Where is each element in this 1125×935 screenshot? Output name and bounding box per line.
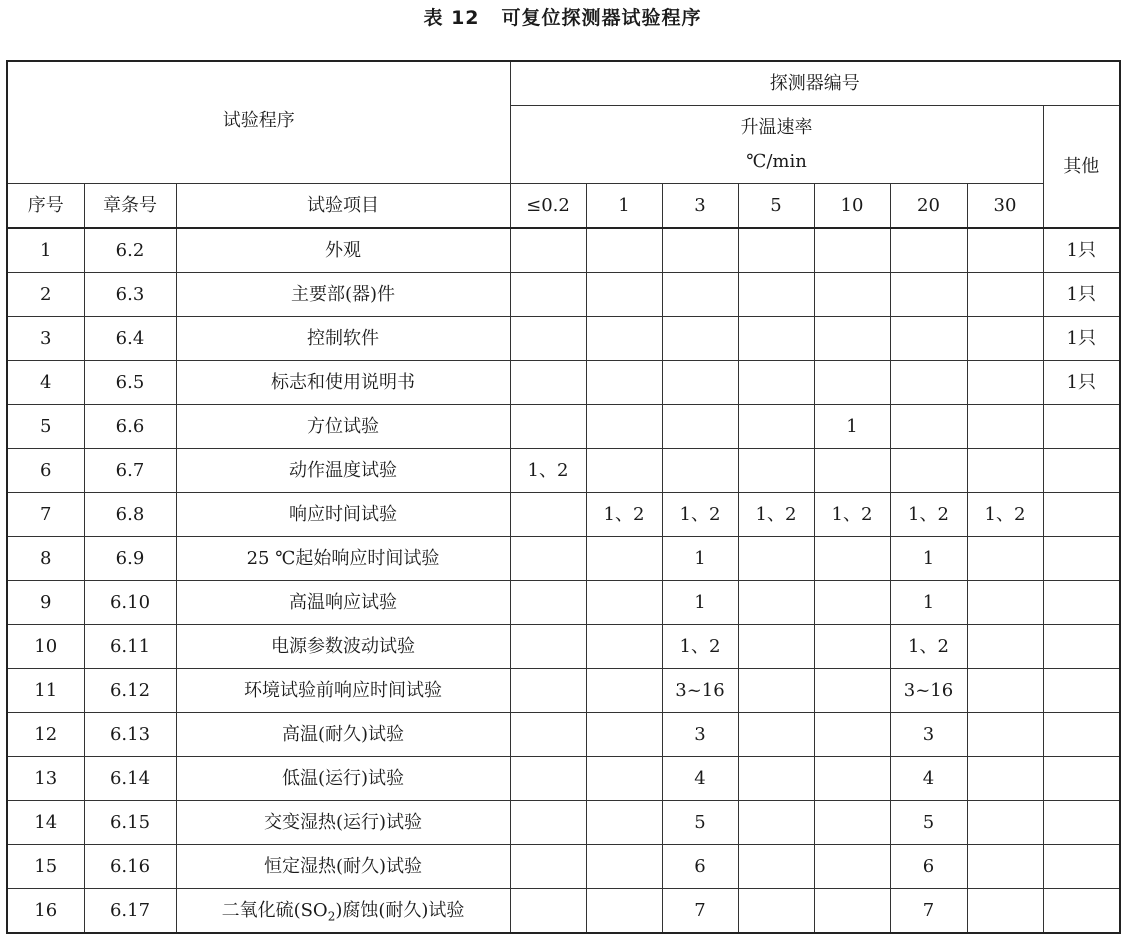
cell-clause: 6.14 [84,757,176,801]
cell-rate-0.2 [510,361,586,405]
cell-rate-0.2 [510,581,586,625]
cell-rate-5 [738,537,814,581]
cell-rate-1 [586,581,662,625]
cell-rate-30 [967,757,1043,801]
test-procedure-table [6,60,1121,934]
cell-item: 主要部(器)件 [176,273,510,317]
cell-rate-20: 1、2 [890,493,967,537]
cell-rate-5 [738,317,814,361]
cell-seq: 11 [7,669,84,713]
cell-seq: 9 [7,581,84,625]
cell-rate-3 [662,273,738,317]
table-row [7,801,1120,845]
header-rate-0.2: ≤0.2 [510,184,586,229]
cell-rate-20: 3~16 [890,669,967,713]
header-rate-20: 20 [890,184,967,229]
cell-rate-30 [967,228,1043,273]
cell-rate-0.2 [510,713,586,757]
cell-rate-5 [738,581,814,625]
item-text-pre: 二氧化硫(SO [221,899,328,921]
header-rate-10: 10 [814,184,890,229]
header-row-1 [7,61,1120,106]
header-clause: 章条号 [84,184,176,229]
cell-rate-1 [586,361,662,405]
table-row [7,273,1120,317]
cell-other [1043,449,1120,493]
cell-clause: 6.13 [84,713,176,757]
cell-other [1043,757,1120,801]
cell-rate-10 [814,625,890,669]
cell-rate-3: 3 [662,713,738,757]
cell-rate-1 [586,537,662,581]
cell-rate-0.2 [510,273,586,317]
cell-item: 低温(运行)试验 [176,757,510,801]
cell-other [1043,713,1120,757]
header-rate-3: 3 [662,184,738,229]
cell-item: 动作温度试验 [176,449,510,493]
cell-seq: 8 [7,537,84,581]
cell-rate-30 [967,405,1043,449]
cell-rate-5 [738,405,814,449]
cell-rate-5 [738,757,814,801]
cell-seq: 2 [7,273,84,317]
cell-rate-5 [738,845,814,889]
cell-other [1043,625,1120,669]
cell-item: 环境试验前响应时间试验 [176,669,510,713]
cell-rate-10: 1 [814,405,890,449]
cell-rate-10 [814,801,890,845]
cell-rate-1 [586,625,662,669]
cell-rate-0.2 [510,317,586,361]
cell-rate-1 [586,757,662,801]
cell-rate-5 [738,228,814,273]
cell-rate-10 [814,361,890,405]
cell-rate-10 [814,581,890,625]
item-subscript: 2 [327,909,336,924]
cell-rate-0.2 [510,889,586,934]
table-row [7,757,1120,801]
cell-other [1043,845,1120,889]
table-title [0,6,1125,30]
cell-seq: 14 [7,801,84,845]
cell-item: 标志和使用说明书 [176,361,510,405]
cell-item: 高温响应试验 [176,581,510,625]
cell-rate-5 [738,361,814,405]
cell-rate-0.2 [510,757,586,801]
cell-rate-10 [814,845,890,889]
cell-item: 电源参数波动试验 [176,625,510,669]
cell-rate-20 [890,317,967,361]
cell-clause: 6.4 [84,317,176,361]
cell-rate-30 [967,625,1043,669]
cell-item: 交变湿热(运行)试验 [176,801,510,845]
cell-rate-20: 7 [890,889,967,934]
table-row [7,625,1120,669]
cell-item: 外观 [176,228,510,273]
cell-other [1043,405,1120,449]
cell-seq: 16 [7,889,84,934]
cell-rate-1 [586,449,662,493]
cell-rate-30: 1、2 [967,493,1043,537]
cell-rate-30 [967,273,1043,317]
cell-item: 25 ℃起始响应时间试验 [176,537,510,581]
cell-clause: 6.3 [84,273,176,317]
cell-other [1043,581,1120,625]
cell-rate-5 [738,449,814,493]
cell-rate-3: 5 [662,801,738,845]
cell-rate-5 [738,625,814,669]
table-row [7,581,1120,625]
cell-clause: 6.12 [84,669,176,713]
cell-rate-10 [814,228,890,273]
cell-rate-0.2 [510,405,586,449]
cell-other: 1只 [1043,317,1120,361]
cell-rate-1 [586,228,662,273]
cell-rate-3 [662,361,738,405]
cell-clause: 6.10 [84,581,176,625]
cell-rate-20 [890,361,967,405]
cell-other: 1只 [1043,361,1120,405]
cell-rate-0.2 [510,625,586,669]
heating-rate-unit: ℃/min [746,150,807,172]
table-row [7,449,1120,493]
header-detector-number: 探测器编号 [510,61,1120,106]
table-row [7,361,1120,405]
header-rate-5: 5 [738,184,814,229]
cell-rate-30 [967,317,1043,361]
table-row [7,669,1120,713]
header-item: 试验项目 [176,184,510,229]
cell-item: 恒定湿热(耐久)试验 [176,845,510,889]
cell-seq: 10 [7,625,84,669]
cell-rate-3: 1、2 [662,625,738,669]
cell-rate-5 [738,889,814,934]
table-caption: 可复位探测器试验程序 [501,7,702,29]
cell-rate-30 [967,361,1043,405]
cell-rate-30 [967,845,1043,889]
cell-other: 1只 [1043,273,1120,317]
cell-rate-0.2 [510,228,586,273]
item-text-post: )腐蚀(耐久)试验 [335,899,465,921]
cell-seq: 7 [7,493,84,537]
cell-rate-30 [967,669,1043,713]
cell-rate-1 [586,273,662,317]
cell-rate-3: 1 [662,537,738,581]
cell-rate-3 [662,405,738,449]
cell-other [1043,537,1120,581]
cell-clause: 6.2 [84,228,176,273]
table-row [7,493,1120,537]
cell-seq: 3 [7,317,84,361]
cell-seq: 12 [7,713,84,757]
cell-rate-30 [967,537,1043,581]
cell-rate-0.2 [510,537,586,581]
cell-rate-30 [967,713,1043,757]
cell-seq: 5 [7,405,84,449]
cell-rate-1 [586,669,662,713]
cell-rate-1: 1、2 [586,493,662,537]
cell-seq: 6 [7,449,84,493]
cell-other [1043,493,1120,537]
cell-rate-0.2 [510,801,586,845]
cell-rate-3: 1、2 [662,493,738,537]
header-rate-30: 30 [967,184,1043,229]
cell-clause: 6.15 [84,801,176,845]
cell-seq: 15 [7,845,84,889]
cell-rate-3 [662,449,738,493]
cell-rate-30 [967,581,1043,625]
cell-clause: 6.6 [84,405,176,449]
cell-other [1043,889,1120,934]
cell-rate-3: 1 [662,581,738,625]
cell-rate-20 [890,273,967,317]
cell-rate-5 [738,801,814,845]
cell-rate-20 [890,449,967,493]
cell-rate-10 [814,669,890,713]
cell-rate-3: 3~16 [662,669,738,713]
cell-rate-20: 6 [890,845,967,889]
cell-rate-0.2 [510,493,586,537]
cell-rate-0.2: 1、2 [510,449,586,493]
cell-rate-20: 1 [890,581,967,625]
cell-item: 响应时间试验 [176,493,510,537]
cell-item: 高温(耐久)试验 [176,713,510,757]
cell-rate-1 [586,713,662,757]
header-row-3 [7,184,1120,229]
cell-rate-10 [814,537,890,581]
cell-rate-20: 1 [890,537,967,581]
table-number: 表 12 [423,7,480,29]
cell-rate-1 [586,889,662,934]
cell-clause: 6.7 [84,449,176,493]
cell-rate-0.2 [510,845,586,889]
cell-rate-3 [662,317,738,361]
cell-item: 控制软件 [176,317,510,361]
cell-rate-1 [586,405,662,449]
cell-rate-3: 6 [662,845,738,889]
cell-other [1043,669,1120,713]
cell-rate-5 [738,273,814,317]
heating-rate-label: 升温速率 [740,116,813,138]
cell-rate-20 [890,228,967,273]
cell-rate-5: 1、2 [738,493,814,537]
cell-clause: 6.8 [84,493,176,537]
header-other: 其他 [1043,106,1120,229]
cell-item: 方位试验 [176,405,510,449]
cell-rate-30 [967,449,1043,493]
cell-clause: 6.5 [84,361,176,405]
cell-seq: 4 [7,361,84,405]
header-rate-1: 1 [586,184,662,229]
cell-rate-0.2 [510,669,586,713]
cell-rate-20 [890,405,967,449]
header-heating-rate [510,106,1043,184]
cell-clause: 6.16 [84,845,176,889]
header-seq: 序号 [7,184,84,229]
cell-rate-10 [814,757,890,801]
cell-clause: 6.11 [84,625,176,669]
header-test-program: 试验程序 [7,61,510,184]
table-row [7,405,1120,449]
cell-other [1043,801,1120,845]
cell-rate-10 [814,713,890,757]
cell-rate-10 [814,317,890,361]
table-row [7,537,1120,581]
cell-rate-5 [738,713,814,757]
cell-seq: 13 [7,757,84,801]
table-row [7,713,1120,757]
cell-rate-1 [586,845,662,889]
cell-rate-20: 4 [890,757,967,801]
cell-rate-3 [662,228,738,273]
cell-rate-20: 5 [890,801,967,845]
cell-rate-10 [814,889,890,934]
cell-rate-3: 4 [662,757,738,801]
table-row [7,228,1120,273]
cell-rate-10 [814,449,890,493]
cell-clause: 6.9 [84,537,176,581]
cell-rate-30 [967,889,1043,934]
cell-rate-3: 7 [662,889,738,934]
table-row [7,845,1120,889]
cell-rate-30 [967,801,1043,845]
table-row [7,889,1120,934]
cell-rate-10: 1、2 [814,493,890,537]
cell-clause: 6.17 [84,889,176,934]
cell-rate-20: 3 [890,713,967,757]
cell-rate-1 [586,317,662,361]
cell-item [176,889,510,934]
cell-seq: 1 [7,228,84,273]
cell-other: 1只 [1043,228,1120,273]
cell-rate-10 [814,273,890,317]
table-row [7,317,1120,361]
cell-rate-20: 1、2 [890,625,967,669]
cell-rate-1 [586,801,662,845]
cell-rate-5 [738,669,814,713]
